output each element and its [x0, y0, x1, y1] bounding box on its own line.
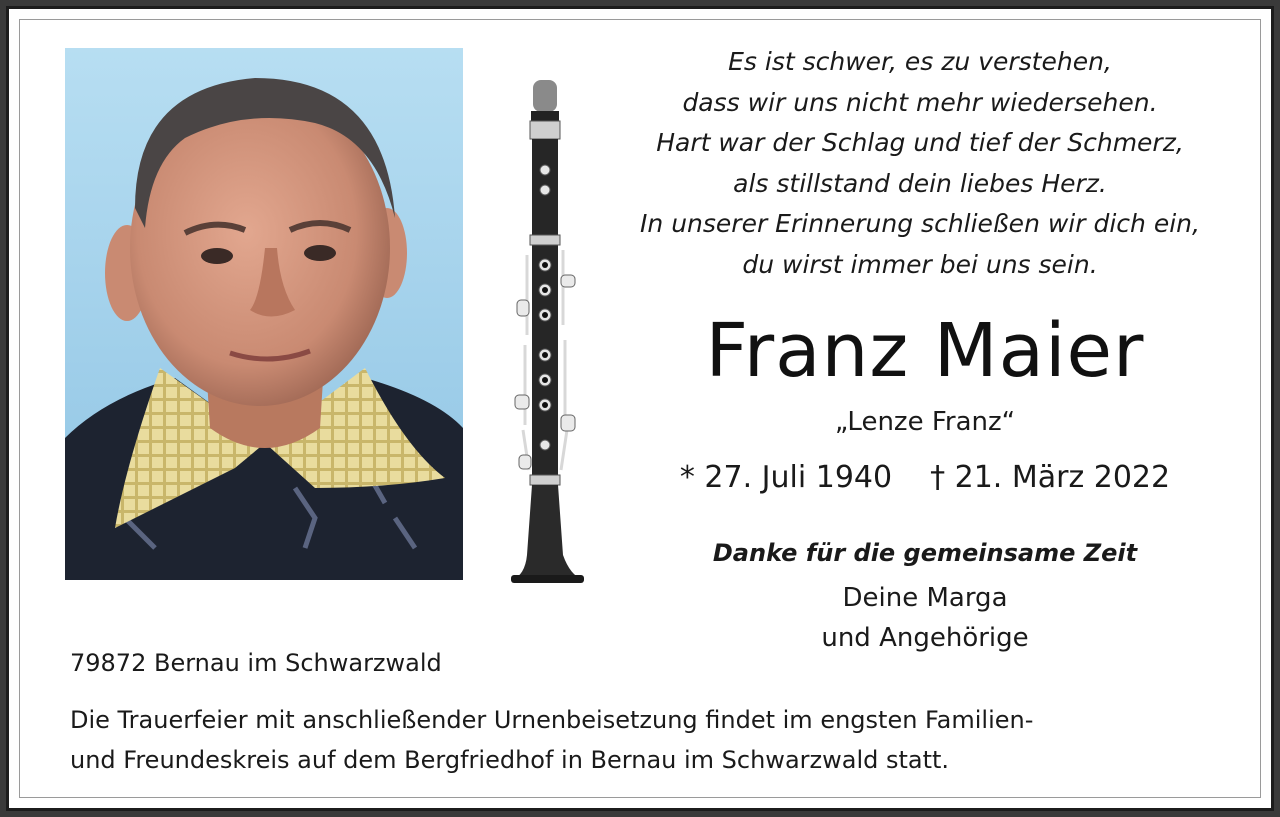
memorial-poem	[600, 42, 1240, 286]
portrait-photo	[65, 48, 463, 580]
poem-line: dass wir uns nicht mehr wiedersehen.	[682, 87, 1158, 117]
poem-line: du wirst immer bei uns sein.	[742, 249, 1098, 279]
poem-line: In unserer Erinnerung schließen wir dich ein,	[640, 209, 1200, 239]
birth-date: * 27. Juli 1940	[679, 460, 893, 495]
deceased-name: Franz Maier	[705, 308, 1145, 394]
signature-block	[620, 578, 1230, 658]
notice-line: Die Trauerfeier mit anschließender Urnenbeisetzung findet im engsten Familien-	[70, 706, 1034, 734]
poem-line: Es ist schwer, es zu verstehen,	[728, 47, 1112, 76]
deceased-nickname: „Lenze Franz“	[834, 407, 1016, 437]
address: 79872 Bernau im Schwarzwald	[70, 649, 442, 677]
death-date: † 21. März 2022	[930, 460, 1171, 495]
poem-line: als stillstand dein liebes Herz.	[733, 168, 1107, 198]
life-dates	[620, 458, 1230, 498]
funeral-notice	[70, 700, 1210, 780]
thanks-line: Danke für die gemeinsame Zeit	[712, 539, 1138, 567]
signature-line: und Angehörige	[821, 623, 1029, 653]
clarinet-icon	[505, 75, 590, 587]
notice-line: und Freundeskreis auf dem Bergfriedhof in Bernau im Schwarzwald statt.	[70, 746, 950, 774]
poem-line: Hart war der Schlag und tief der Schmerz,	[656, 128, 1184, 158]
signature-line: Deine Marga	[842, 583, 1008, 613]
